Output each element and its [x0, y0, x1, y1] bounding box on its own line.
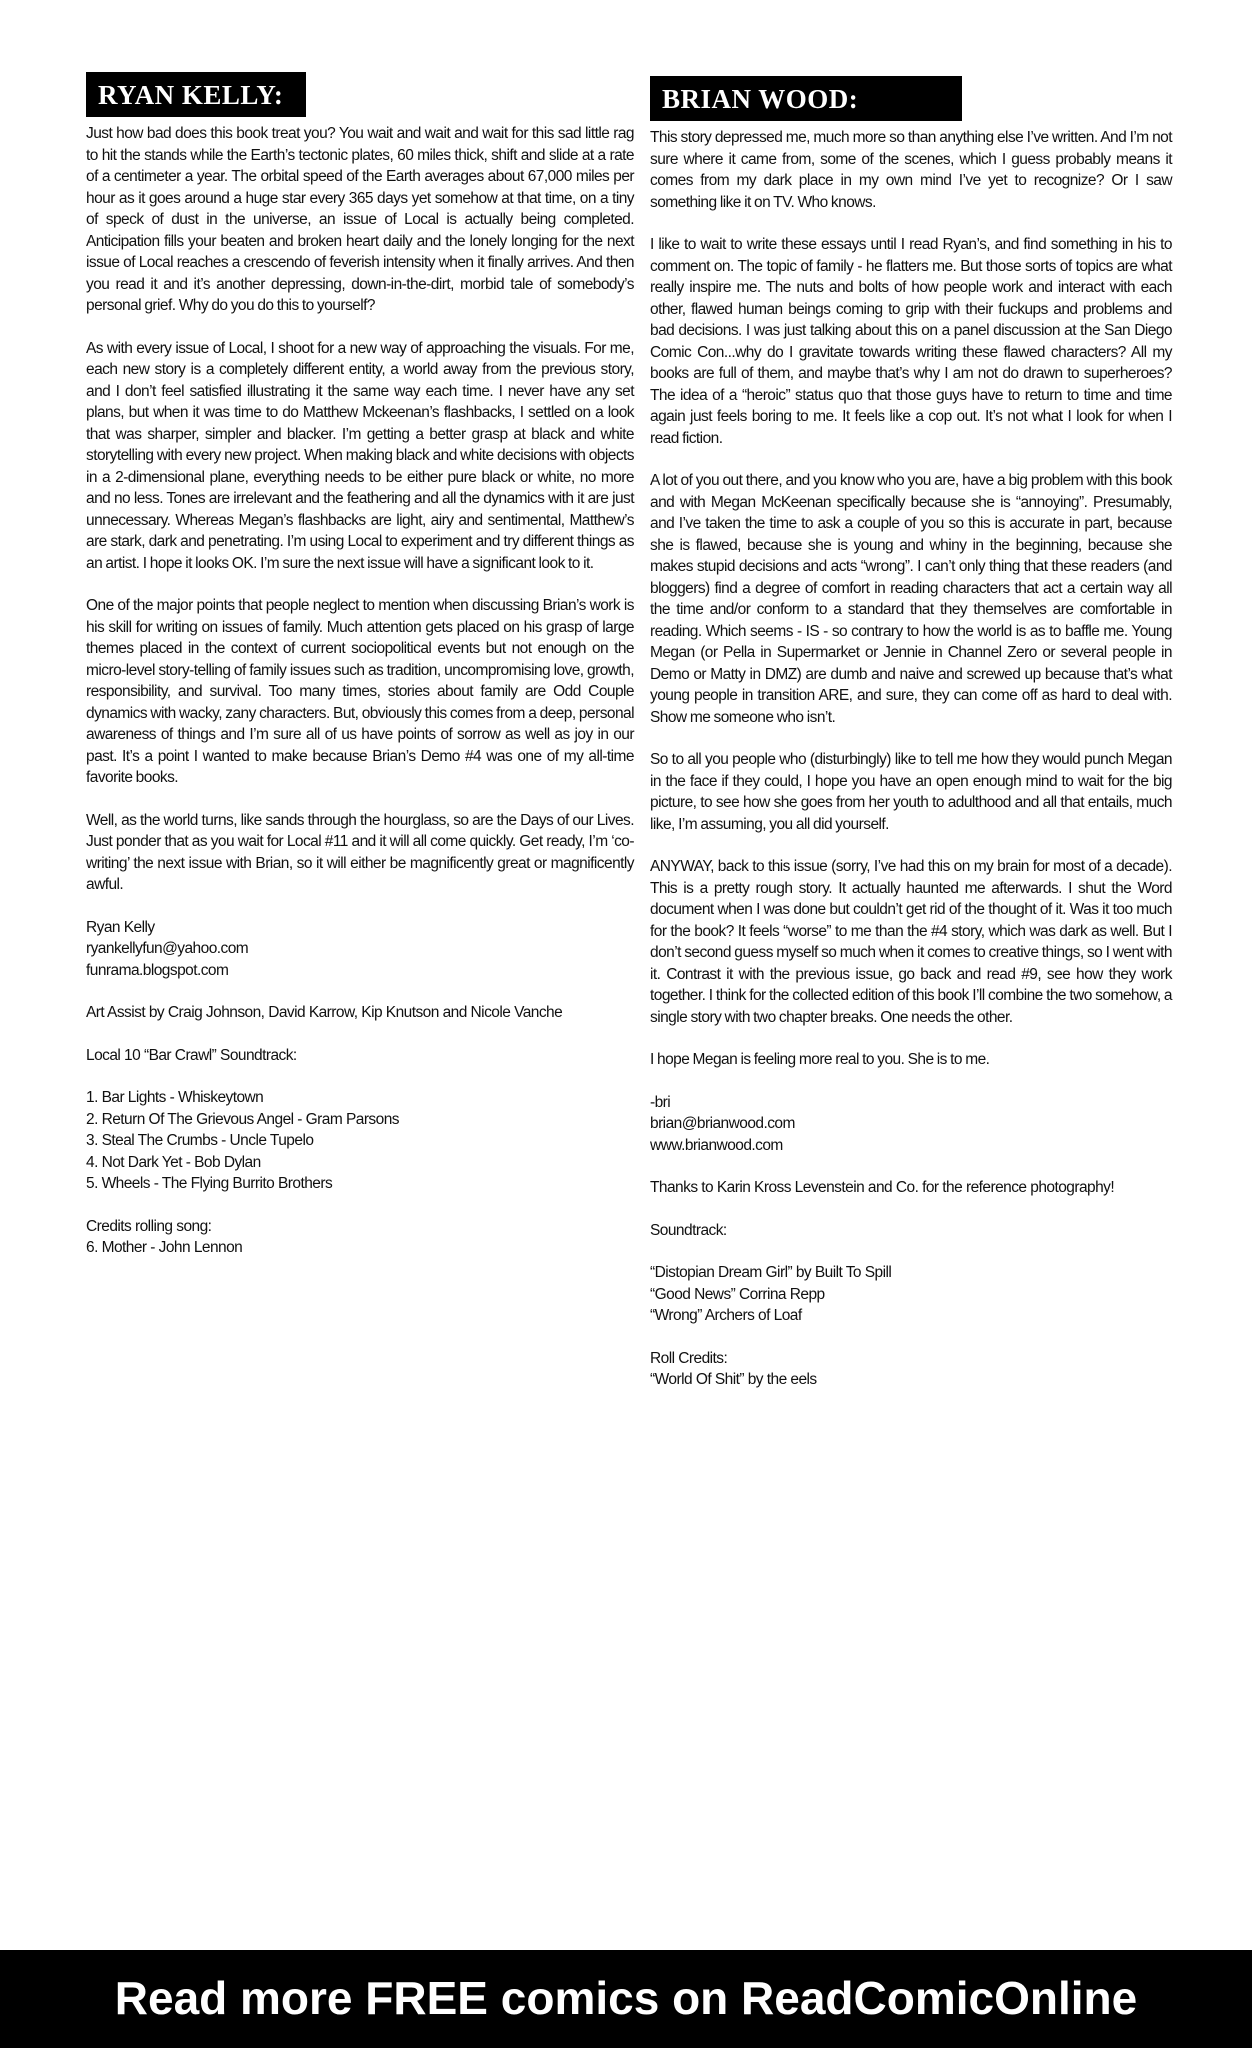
brian-paragraph-5: ANYWAY, back to this issue (sorry, I’ve had this on my brain for most of a decade). This is a pretty rough story. It actually haunted me afterwards. I shut the Word document when I was done but couldn’t get rid of the thought of it. Was it too much for the book? It feels “worse” to me than the #4 story, which was dark as well. But I don’t second guess myself so much when it comes to creative things, so I went with it. Contrast it with the previous issue, go back and read #9, see how they work together. I think for the collected edition of this book I’ll combine the two somehow, a single story with two chapter breaks. One needs the other. — [650, 858, 1172, 1026]
ryan-soundtrack-title — [86, 1045, 634, 1067]
ryan-track: 1. Bar Lights - Whiskeytown — [86, 1089, 264, 1106]
ryan-credits-track: 6. Mother - John Lennon — [86, 1239, 243, 1256]
brian-signature — [650, 1092, 1172, 1157]
ryan-art-assist — [86, 1002, 634, 1024]
ryan-tracklist — [86, 1087, 634, 1195]
brian-wood-column — [650, 72, 1172, 1412]
brian-credits-title: Roll Credits: — [650, 1349, 728, 1367]
ryan-paragraph-1: Just how bad does this book treat you? You wait and wait and wait for this sad little rag to hit the stands while the Earth’s tectonic plates, 60 miles thick, shift and slide at a rate of a centimeter a year. The orbital speed of the Earth averages about 67,000 miles per hour as it goes around a huge star every 365 days yet somehow at that time, on a tiny of speck of dust in the universe, an issue of Local is actually being completed. Anticipation fills your beaten and broken heart daily and the lonely longing for the next issue of Local reaches a crescendo of feverish intensity when it finally arrives. And then you read it and it’s another depressing, down-in-the-dirt, morbid tale of somebody’s personal grief. Why do you do this to yourself? — [86, 125, 634, 314]
brian-paragraph-3: A lot of you out there, and you know who you are, have a big problem with this book and with Megan McKeenan specifically because she is “annoying”. Presumably, and I’ve taken the time to ask a couple of you so this is accurate in part, because she is flawed, because she is young and whiny in the beginning, because she makes stupid decisions and acts “wrong”. I can’t only thing that these readers (and bloggers) find a degree of comfort in reading characters that act a certain way all the time and/or conform to a standard that they themselves are comfortable in reading. Which seems - IS - so contrary to how the world is as to baffle me. Young Megan (or Pella in Supermarket or Jennie in Channel Zero or several people in Demo or Matty in DMZ) are dumb and naive and screwed up because that’s what young people in transition ARE, and sure, they can come off as hard to deal with. Show me someone who isn’t. — [650, 472, 1172, 726]
ryan-signature-name: Ryan Kelly — [86, 918, 155, 936]
brian-track: “Good News” Corrina Repp — [650, 1285, 825, 1303]
ryan-paragraph-4: Well, as the world turns, like sands through the hourglass, so are the Days of our Lives. Just ponder that as you wait for Local #11 and it will all come quickly. Get ready, I’m ‘co-writing’ the next issue with Brian, so it will either be magnificently great or magnificently awful. — [86, 811, 634, 893]
ryan-signature-blog: funrama.blogspot.com — [86, 961, 229, 979]
brian-thanks-text: Thanks to Karin Kross Levenstein and Co. for the reference photography! — [650, 1179, 1115, 1196]
ryan-art-assist-text: Art Assist by Craig Johnson, David Karrow, Kip Knutson and Nicole Vanche — [86, 1004, 563, 1021]
ryan-kelly-heading: RYAN KELLY: — [86, 72, 306, 117]
ryan-credits — [86, 1216, 634, 1259]
brian-track: “Distopian Dream Girl” by Built To Spill — [650, 1264, 892, 1281]
ryan-credits-title: Credits rolling song: — [86, 1217, 212, 1235]
ryan-soundtrack-title-text: Local 10 “Bar Crawl” Soundtrack: — [86, 1046, 297, 1064]
footer-banner-text[interactable]: Read more FREE comics on ReadComicOnline — [114, 1972, 1138, 2024]
brian-soundtrack-title — [650, 1220, 1172, 1242]
brian-paragraph-1: This story depressed me, much more so than anything else I’ve written. And I’m not sure where it came from, some of the scenes, which I guess probably means it comes from my dark place in my own mind I’ve yet to recognize? Or I saw something like it on TV. Who knows. — [650, 129, 1172, 211]
ryan-kelly-column — [86, 72, 634, 1280]
brian-wood-heading: BRIAN WOOD: — [650, 76, 962, 121]
brian-tracklist — [650, 1262, 1172, 1327]
ryan-paragraph-3: One of the major points that people neglect to mention when discussing Brian’s work is his skill for writing on issues of family. Much attention gets placed on his grasp of large themes placed in the context of current sociopolitical events but not enough on the micro-level story-telling of family issues such as tradition, uncompromising love, growth, responsibility, and survival. Too many times, stories about family are Odd Couple dynamics with wacky, zany characters. But, obviously this comes from a deep, personal awareness of things and I’m sure all of us have points of sorrow as well as joy in our past. It’s a point I wanted to make because Brian’s Demo #4 was one of my all-time favorite books. — [86, 597, 634, 786]
brian-thanks — [650, 1177, 1172, 1199]
brian-signature-name: -bri — [650, 1093, 671, 1111]
brian-signature-site: www.brianwood.com — [650, 1136, 783, 1154]
brian-signature-email: brian@brianwood.com — [650, 1115, 795, 1132]
brian-credits — [650, 1348, 1172, 1391]
footer-banner[interactable] — [0, 1950, 1252, 2048]
ryan-track: 2. Return Of The Grievous Angel - Gram Parsons — [86, 1110, 399, 1128]
brian-track: “Wrong” Archers of Loaf — [650, 1307, 802, 1324]
brian-paragraph-6: I hope Megan is feeling more real to you. She is to me. — [650, 1051, 990, 1068]
brian-paragraph-2: I like to wait to write these essays until I read Ryan’s, and find something in his to comment on. The topic of family - he flatters me. But those sorts of topics are what really inspire me. The nuts and bolts of how people work and interact with each other, flawed human beings coming to grip with their fuckups and problems and bad decisions. I was just talking about this on a panel discussion at the San Diego Comic Con...why do I gravitate towards writing these flawed characters? All my books are full of them, and maybe that’s why I am not do drawn to superheroes? The idea of a “heroic” status quo that those guys have to return to time and time again just feels boring to me. It feels like a cop out. It’s not what I look for when I read fiction. — [650, 236, 1172, 447]
ryan-signature-email: ryankellyfun@yahoo.com — [86, 940, 249, 957]
brian-soundtrack-title-text: Soundtrack: — [650, 1221, 727, 1239]
ryan-paragraph-2: As with every issue of Local, I shoot for a new way of approaching the visuals. For me, each new story is a completely different entity, a world away from the previous story, and I don’t feel satisfied illustrating it the same way each time. I never have any set plans, but when it was time to do Matthew Mckeenan’s flashbacks, I settled on a look that was sharper, simpler and blacker. I’m getting a better grasp at black and white storytelling with every new project. When making black and white decisions with objects in a 2-dimensional plane, everything needs to be either pure black or white, no more and no less. Tones are irrelevant and the feathering and all the dynamics with it are just unnecessary. Whereas Megan’s flashbacks are light, airy and sentimental, Matthew’s are stark, dark and penetrating. I’m using Local to experiment and try different things as an artist. I hope it looks OK. I’m sure the next issue will have a significant look to it. — [86, 339, 634, 572]
brian-paragraph-4: So to all you people who (disturbingly) like to tell me how they would punch Megan in the face if they could, I hope you have an open enough mind to wait for the big picture, to see how she goes from her youth to adulthood and all that entails, much like, I’m assuming, you all did yourself. — [650, 751, 1172, 833]
ryan-track: 5. Wheels - The Flying Burrito Brothers — [86, 1175, 333, 1192]
ryan-signature — [86, 917, 634, 982]
ryan-track: 4. Not Dark Yet - Bob Dylan — [86, 1153, 261, 1171]
ryan-track: 3. Steal The Crumbs - Uncle Tupelo — [86, 1132, 314, 1149]
brian-credits-track: “World Of Shit” by the eels — [650, 1371, 817, 1388]
